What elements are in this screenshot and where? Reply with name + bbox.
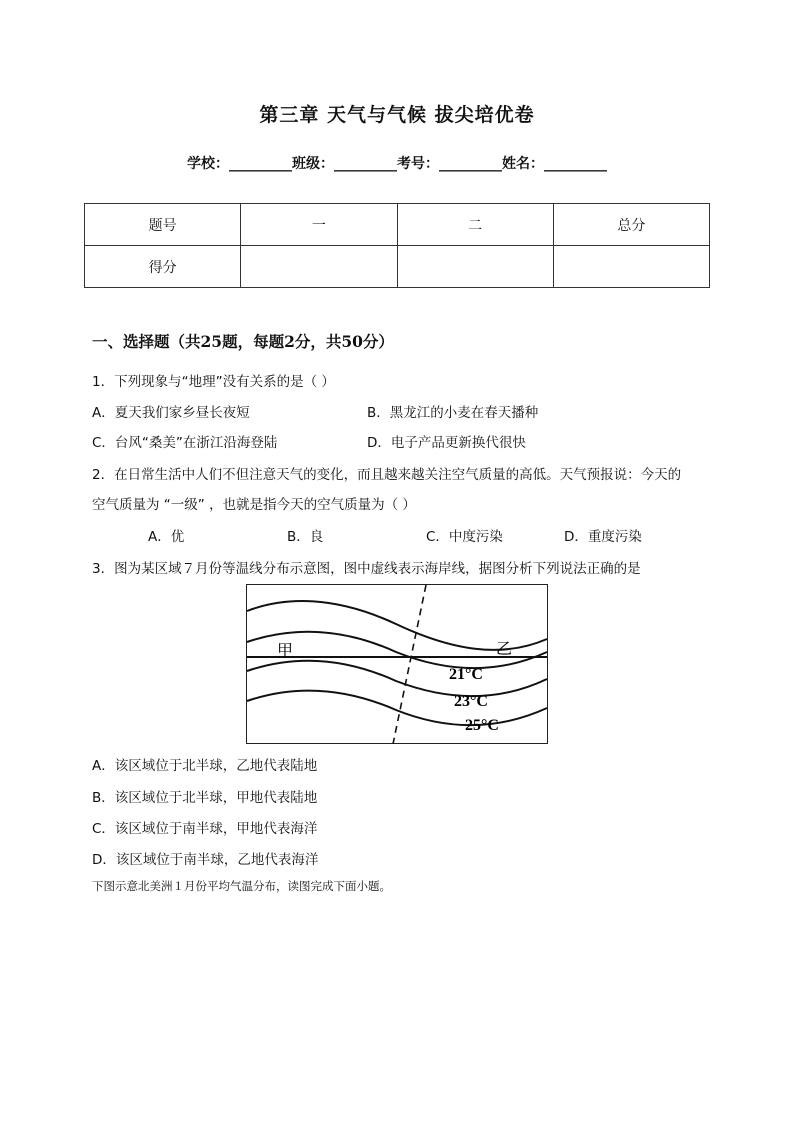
- score-row-label: 得分: [85, 246, 241, 288]
- question-2-option-d: D．重度污染: [564, 529, 642, 545]
- question-1-option-b: B．黑龙江的小麦在春天播种: [367, 405, 539, 421]
- score-cell: [553, 246, 709, 288]
- question-3-stem: 3．图为某区域７月份等温线分布示意图，图中虚线表示海岸线，据图分析下列说法正确的是: [92, 561, 641, 577]
- question-1-option-d: D．电子产品更新换代很快: [367, 435, 526, 451]
- question-3-option-a: A．该区域位于北半球，乙地代表陆地: [92, 758, 318, 774]
- question-3-option-d: D．该区域位于南半球，乙地代表海洋: [92, 852, 319, 868]
- question-3-option-c: C．该区域位于南半球，甲地代表海洋: [92, 821, 318, 837]
- score-header-cell: 二: [397, 204, 553, 246]
- question-2-stem-line1: 2．在日常生活中人们不但注意天气的变化，而且越来越关注空气质量的高低。天气预报说：今天的: [92, 467, 682, 483]
- page-title: 第三章 天气与气候 拔尖培优卷: [259, 104, 535, 126]
- label-yi: 乙: [496, 641, 513, 658]
- isotherm-label-25: 25°C: [465, 717, 499, 734]
- question-2-stem-line2: 空气质量为 “一级” ，也就是指今天的空气质量为（ ）: [92, 497, 416, 513]
- score-cell: [397, 246, 553, 288]
- label-jia: 甲: [277, 643, 294, 660]
- question-2-option-c: C．中度污染: [426, 529, 503, 545]
- score-table-score-row: [85, 246, 710, 288]
- question-1-option-a: A．夏天我们家乡昼长夜短: [92, 405, 250, 421]
- score-header-cell: 总分: [553, 204, 709, 246]
- score-table-header-row: [85, 204, 710, 246]
- question-1-stem: 1．下列现象与“地理”没有关系的是（ ）: [92, 374, 335, 390]
- question-2-option-b: B．良: [287, 529, 324, 545]
- isotherm-diagram: [246, 584, 549, 746]
- student-info-line: 学校：_________班级：_________考号：_________姓名：_________: [187, 156, 607, 172]
- reading-instruction: 下图示意北美洲１月份平均气温分布，读图完成下面小题。: [92, 879, 391, 893]
- score-header-cell: 题号: [85, 204, 241, 246]
- question-3-option-b: B．该区域位于北半球，甲地代表陆地: [92, 790, 318, 806]
- score-table: [84, 203, 710, 288]
- diagram-frame: [247, 585, 548, 744]
- section-title: 一、选择题（共25题，每题2分，共50分）: [92, 332, 394, 351]
- isotherm-label-21: 21°C: [449, 666, 483, 683]
- question-1-option-c: C．台风“桑美”在浙江沿海登陆: [92, 435, 278, 451]
- isotherm-label-23: 23°C: [454, 693, 488, 710]
- score-header-cell: 一: [241, 204, 397, 246]
- question-2-option-a: A．优: [148, 529, 185, 545]
- score-cell: [241, 246, 397, 288]
